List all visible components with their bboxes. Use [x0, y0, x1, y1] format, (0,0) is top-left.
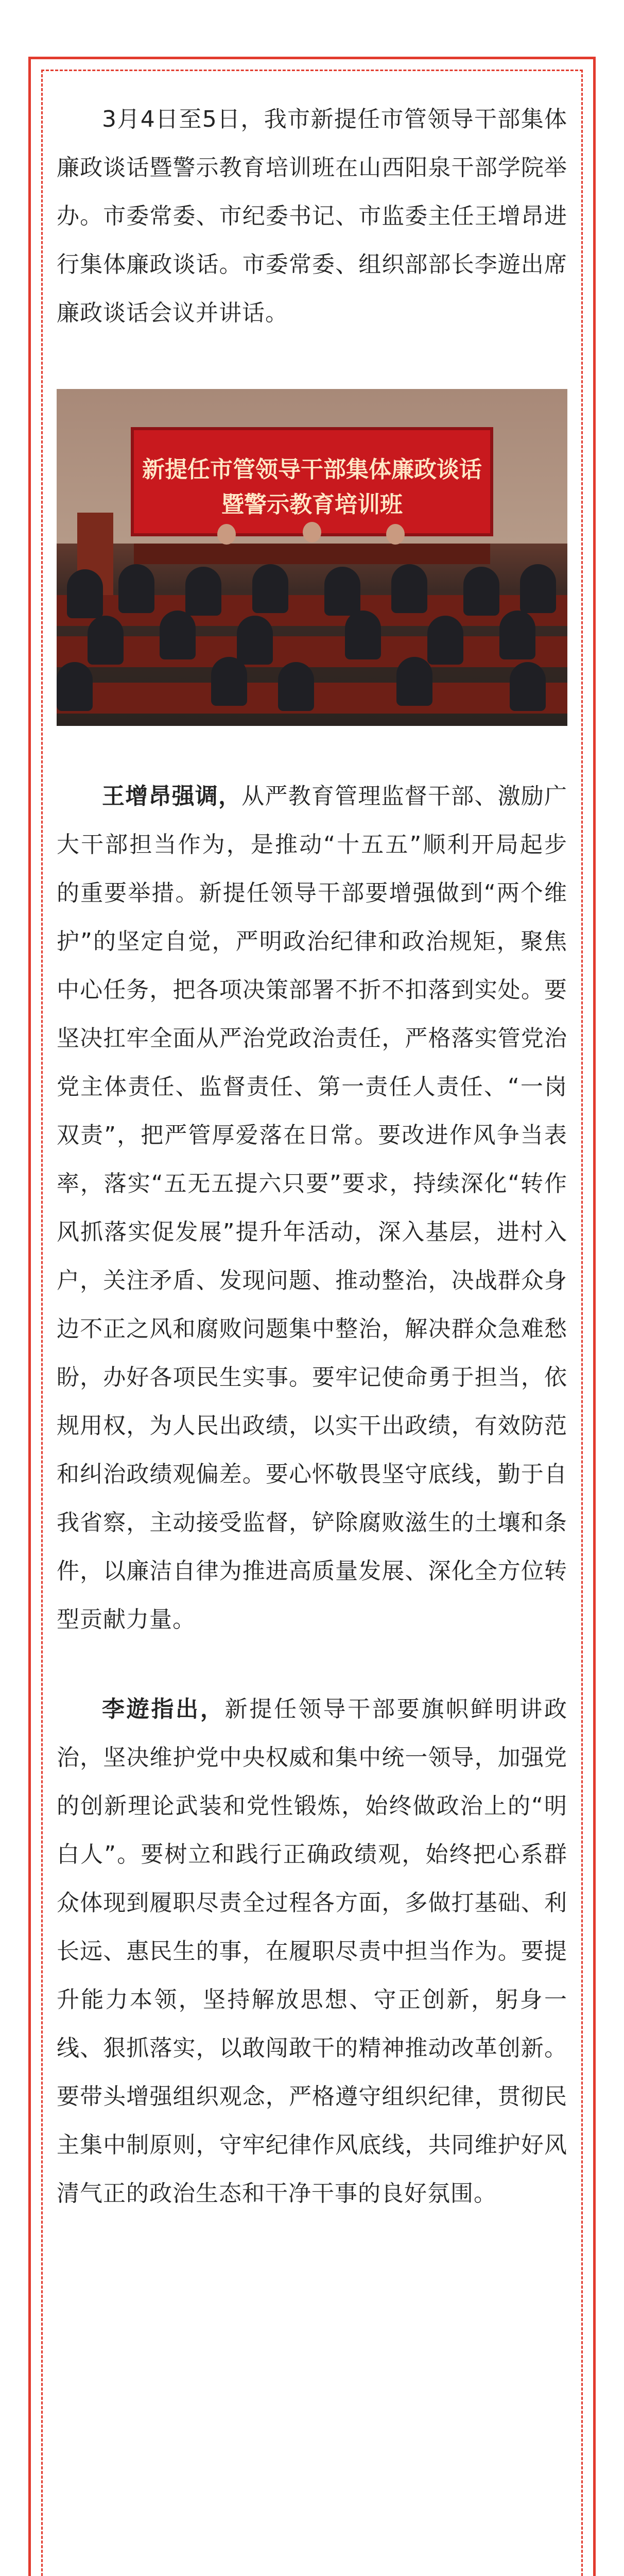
photo-audience-member [396, 657, 432, 706]
photo-audience-member [160, 611, 196, 659]
photo-audience-member [57, 662, 93, 711]
paragraph-spacer [57, 1644, 567, 1685]
photo-audience-member [88, 616, 124, 665]
banner-title-line2: 暨警示教育培训班 [221, 492, 403, 518]
wang-paragraph-body: 从严教育管理监督干部、激励广大干部担当作为，是推动“十五五”顺利开局起步的重要举措。新提任领导干部要增强做到“两个维护”的坚定自觉，严明政治纪律和政治规矩，聚焦中心任务，把各项决策部署不折不扣落到实处。要坚决扛牢全面从严治党政治责任，严格落实管党治党主体责任、监督责任、第一责任人责任、“一岗双责”，把严管厚爱落在日常。要改进作风争当表率，落实“五无五提六只要”要求，持续深化“转作风抓落实促发展”提升年活动，深入基层，进村入户，关注矛盾、发现问题、推动整治，决战群众身边不正之风和腐败问题集中整治，解决群众急难愁盼，办好各项民生实事。要牢记使命勇于担当，依规用权，为人民出政绩，以实干出政绩，有效防范和纠治政绩观偏差。要心怀敬畏坚守底线，勤于自我省察，主动接受监督，铲除腐败滋生的土壤和条件，以廉洁自律为推进高质量发展、深化全方位转型贡献力量。 [57, 783, 568, 1633]
photo-audience-member [427, 616, 463, 665]
photo-person-head [303, 522, 321, 543]
photo-audience-member [118, 564, 154, 613]
wang-paragraph [57, 772, 567, 1644]
intro-paragraph: 3月4日至5日，我市新提任市管领导干部集体廉政谈话暨警示教育培训班在山西阳泉干部学院举办。市委常委、市纪委书记、市监委主任王增昂进行集体廉政谈话。市委常委、组织部部长李遊出席廉政谈话会议并讲话。 [57, 106, 567, 326]
photo-audience-member [324, 567, 360, 616]
photo-head-table [134, 544, 490, 564]
li-paragraph-body: 新提任领导干部要旗帜鲜明讲政治，坚决维护党中央权威和集中统一领导，加强党的创新理论武装和党性锻炼，始终做政治上的“明白人”。要树立和践行正确政绩观，始终把心系群众体现到履职尽责全过程各方面，多做打基础、利长远、惠民生的事，在履职尽责中担当作为。要提升能力本领，坚持解放思想、守正创新，躬身一线、狠抓落实，以敢闯敢干的精神推动改革创新。要带头增强组织观念，严格遵守组织纪律，贯彻民主集中制原则，守牢纪律作风底线，共同维护好风清气正的政治生态和干净干事的良好氛围。 [57, 1696, 568, 2207]
photo-desk-row [57, 636, 567, 667]
photo-audience-member [391, 564, 427, 613]
photo-person-head [386, 524, 405, 545]
wang-lead-bold: 王增昂强调， [102, 783, 242, 809]
photo-audience-member [185, 567, 221, 616]
photo-audience-member [237, 616, 273, 665]
photo-audience-member [520, 564, 556, 613]
banner-title-line1: 新提任市管领导干部集体廉政谈话 [142, 456, 482, 483]
li-paragraph [57, 1685, 567, 2218]
photo-red-banner [134, 430, 490, 533]
photo-audience-member [211, 657, 247, 706]
photo-audience-member [510, 662, 546, 711]
meeting-photo [57, 389, 567, 726]
photo-audience-member [499, 611, 535, 659]
article-content [57, 95, 567, 2218]
photo-audience-member [345, 611, 381, 659]
photo-person-head [217, 524, 236, 545]
photo-audience-member [463, 567, 499, 616]
photo-audience-member [67, 569, 103, 618]
photo-audience-member [252, 564, 288, 613]
photo-audience-member [278, 662, 314, 711]
li-lead-bold: 李遊指出， [102, 1696, 225, 1722]
